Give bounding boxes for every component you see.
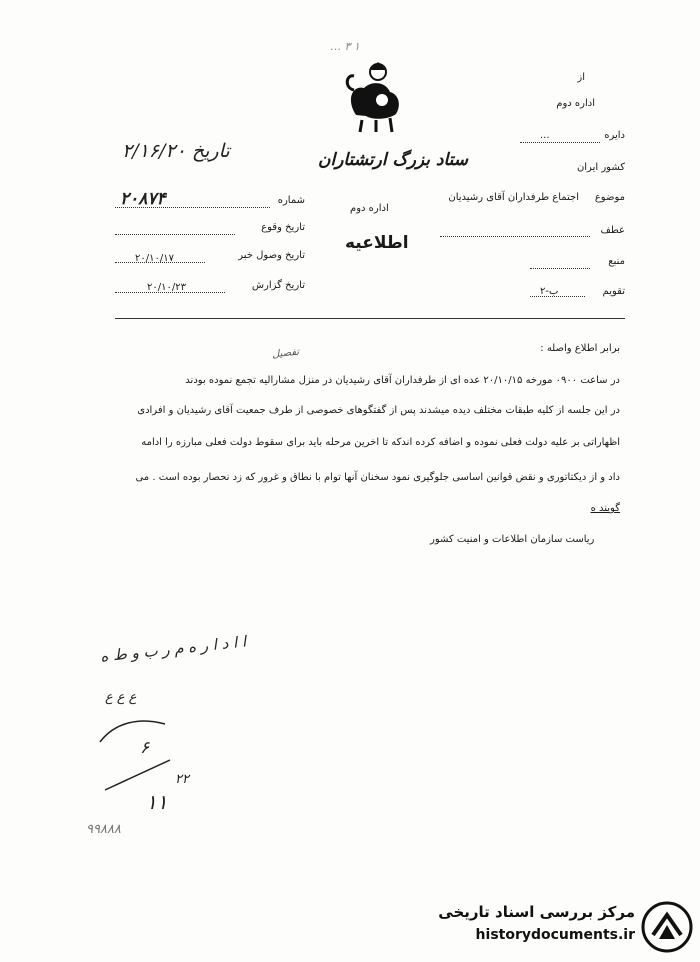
recipient: ریاست سازمان اطلاعات و امنیت کشور — [430, 534, 595, 545]
bottom-faint-mark: ۹۹۸۸۸ — [86, 822, 121, 837]
number-value: ۲۰۸۷۴ — [120, 189, 166, 209]
watermark-url: historydocuments.ir — [475, 927, 635, 943]
body-intro: برابر اطلاع واصله : — [540, 343, 620, 354]
body-line: گویند ه — [590, 503, 620, 514]
annotation-3: ۶ — [140, 738, 150, 758]
doc-type-title: اطلاعیه — [345, 233, 409, 253]
office-dept: اداره دوم — [350, 203, 389, 214]
number-label: شماره — [277, 195, 305, 206]
annotation-2: ع ع ع — [105, 690, 137, 705]
annotation-slash — [100, 740, 180, 800]
report-value: ۲۰/۱۰/۲۳ — [147, 282, 186, 293]
annotation-4: ۲۲ — [175, 772, 189, 787]
watermark — [400, 895, 695, 955]
from-label: از — [577, 72, 585, 83]
right-fields — [440, 70, 625, 305]
evaluation-value: ب-۲ — [540, 286, 559, 297]
watermark-org-name: مرکز بررسی اسناد تاریخی — [438, 903, 635, 921]
occurrence-label: تاریخ وقوع — [261, 222, 305, 233]
body-line: داد و از دیکتاتوری و نقض قوانین اساسی جلوگیری نمود سخنان آنها توام با نطاق و غرور که زد نحصار بوده است . می — [135, 472, 620, 483]
report-label: تاریخ گزارش — [251, 280, 305, 291]
margin-note: تفصیل — [271, 346, 300, 361]
handwritten-date: تاریخ ۲/۱۶/۲۰ — [122, 140, 230, 162]
body-line: در این جلسه از کلیه طبقات مختلف دیده میشدند پس از گفتگوهای خصوصی از طرف جمعیت آقای رشیدیان و افرادی — [137, 405, 620, 416]
subject-value: اجتماع طرفداران آقای رشیدیان — [448, 192, 579, 203]
receipt-value: ۲۰/۱۰/۱۷ — [135, 253, 174, 264]
evaluation-label: تقویم — [602, 286, 625, 297]
receipt-label: تاریخ وصول خبر — [238, 250, 305, 261]
book-logo-icon — [641, 901, 693, 953]
office-title: ستاد بزرگ ارتشتاران — [318, 150, 469, 170]
country-label: کشور ایران — [576, 162, 625, 173]
header-divider — [115, 318, 625, 319]
source-label: منبع — [608, 256, 625, 267]
lion-and-sun-emblem — [342, 60, 412, 140]
body-line: اظهاراتی بر علیه دولت فعلی نموده و اضافه کرده اندکه تا اخرین مرحله باید برای سقوط دولت فعلی مبارزه را ادامه — [141, 437, 620, 448]
body-line: در ساعت ۰۹۰۰ مورخه ۲۰/۱۰/۱۵ عده ای از طرفداران آقای رشیدیان در منزل مشارالیه تجمع نموده بودند — [185, 375, 620, 386]
circle-value: ... — [540, 130, 550, 141]
annotation-1: ا ا د ا ر ه م ر ب و ط ه — [99, 632, 247, 666]
circle-label: دایره — [604, 130, 625, 141]
annotation-5: ۱۱ — [146, 790, 168, 814]
subject-label: موضوع — [594, 192, 625, 203]
dept-label: اداره دوم — [556, 98, 595, 109]
left-fields — [115, 189, 305, 305]
top-faint-note: … ۳ ۱ — [330, 40, 360, 53]
attachment-label: عطف — [600, 225, 625, 236]
